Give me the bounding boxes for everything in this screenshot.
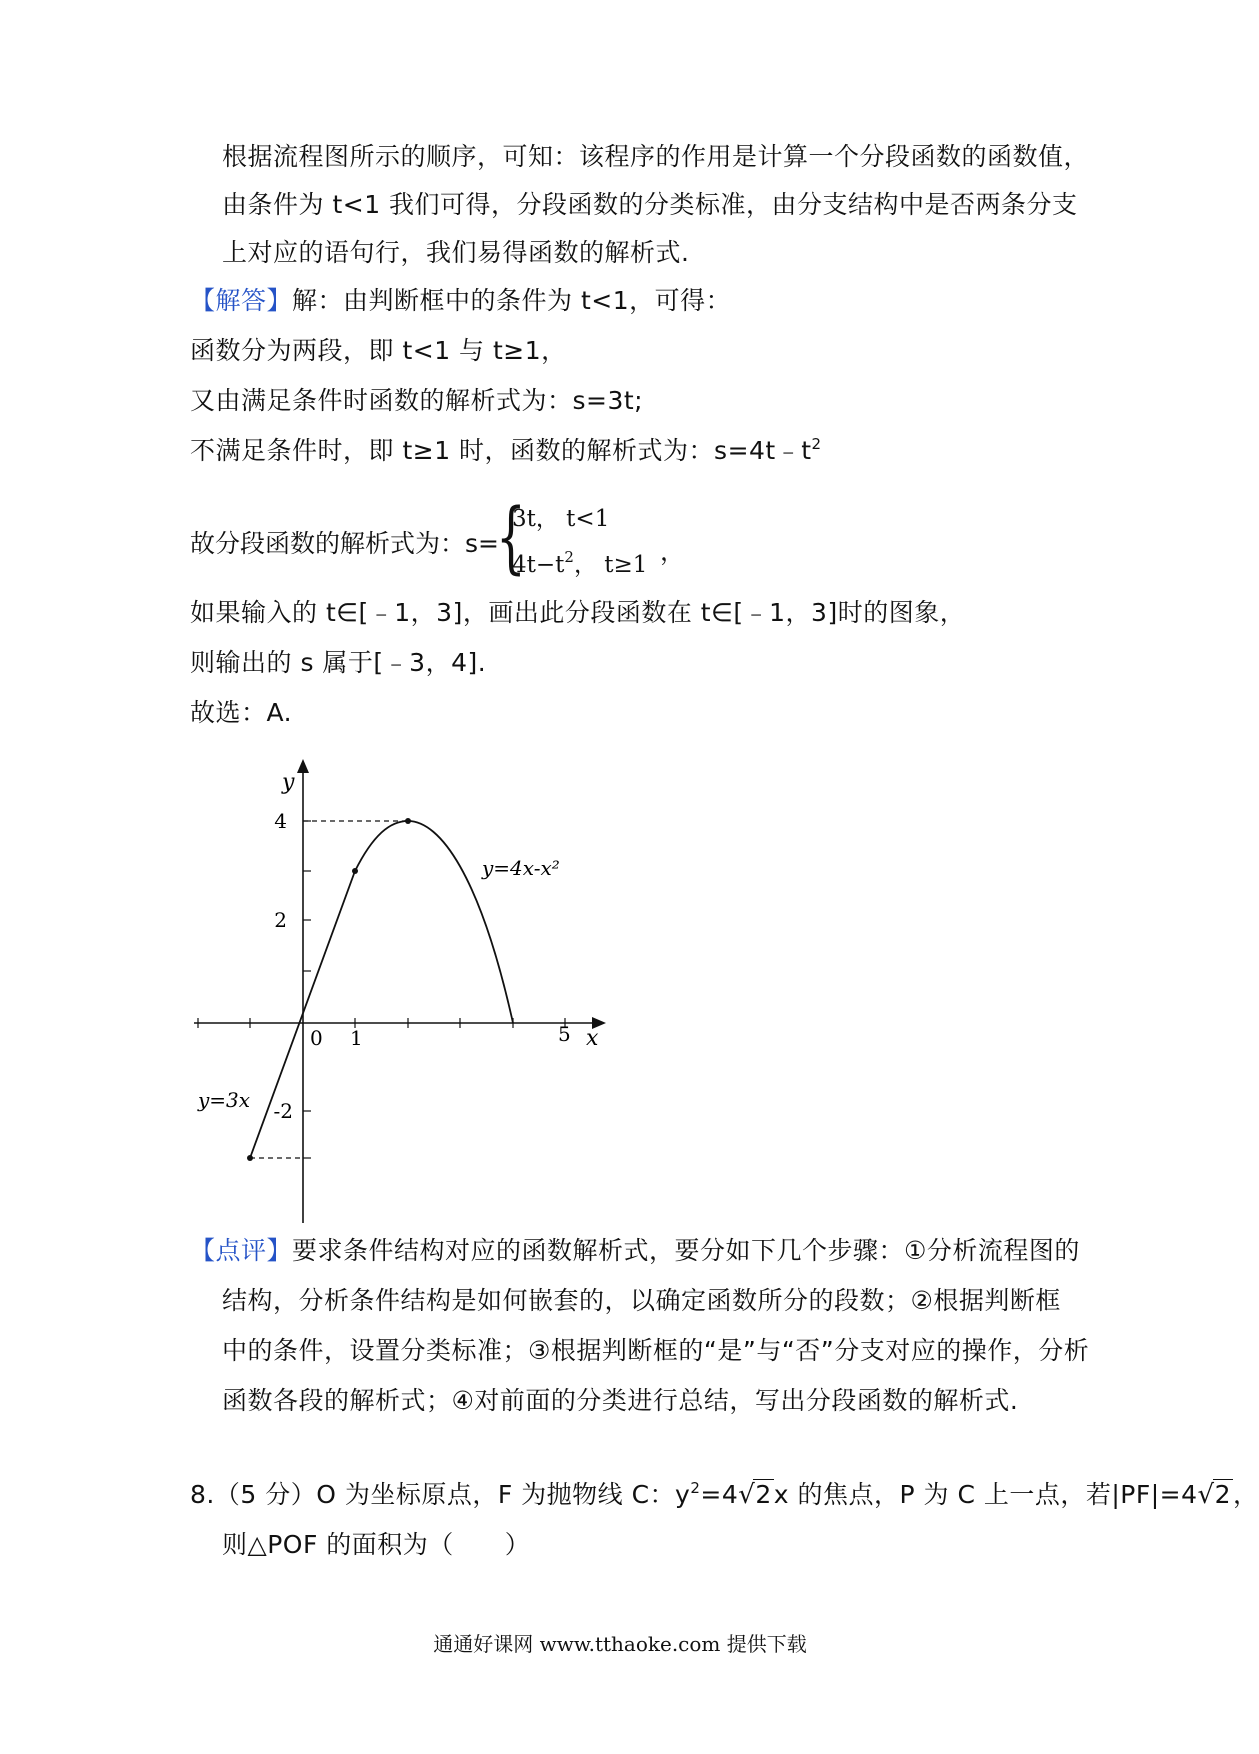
left-brace: {	[496, 493, 526, 583]
solution-line-8: 故选：A.	[190, 698, 293, 727]
tick-label-y4: 4	[274, 809, 287, 833]
point-neg1-neg3	[247, 1155, 253, 1161]
point-vertex-2-4	[405, 818, 411, 824]
point-1-3	[352, 868, 358, 874]
curve-label-parabola: y=4x-x²	[482, 856, 560, 880]
tick-label-x0: 0	[310, 1026, 323, 1050]
tick-label-y2: 2	[274, 908, 287, 932]
question-8-sup: 2	[690, 1479, 701, 1497]
question-8-line-2: 则△POF 的面积为（ ）	[222, 1530, 531, 1559]
sqrt-2-b: √2	[1197, 1480, 1232, 1510]
piecewise-case-1: 3t， t<1	[512, 506, 610, 532]
piecewise-comma: ，	[660, 537, 686, 566]
y-axis-arrow	[297, 759, 309, 773]
solution-line-3: 又由满足条件时函数的解析式为：s=3t;	[190, 386, 644, 415]
analysis-line-3: 上对应的语句行，我们易得函数的解析式.	[222, 238, 690, 267]
question-8-text-a: 8.（5 分）O 为坐标原点，F 为抛物线 C：y	[190, 1480, 691, 1509]
tick-label-x5: 5	[558, 1022, 571, 1046]
piecewise-lead: 故分段函数的解析式为：s=	[190, 529, 499, 558]
case-2-superscript: 2	[564, 548, 574, 566]
case-2-expression: 4t−t	[512, 552, 565, 578]
analysis-line-2: 由条件为 t<1 我们可得，分段函数的分类标准，由分支结构中是否两条分支	[222, 190, 1078, 219]
tick-label-yneg2: -2	[273, 1099, 293, 1123]
comment-line-2: 结构，分析条件结构是如何嵌套的，以确定函数所分的段数；②根据判断框	[222, 1286, 1061, 1315]
solution-line-1	[190, 284, 731, 318]
solution-line-2: 函数分为两段，即 t<1 与 t≥1，	[190, 336, 567, 365]
solution-line-4-text: 不满足条件时，即 t≥1 时，函数的解析式为：s=4t﹣t	[190, 436, 812, 465]
comment-line-4: 函数各段的解析式；④对前面的分类进行总结，写出分段函数的解析式.	[222, 1386, 1019, 1415]
function-graph	[190, 735, 620, 1225]
tick-label-x1: 1	[350, 1026, 363, 1050]
comment-line-3: 中的条件，设置分类标准；③根据判断框的“是”与“否”分支对应的操作，分析	[222, 1336, 1090, 1365]
page-footer: 通通好课网 www.tthaoke.com 提供下载	[433, 1632, 807, 1656]
y-axis-label: y	[282, 770, 295, 795]
comment-tag: 【点评】	[190, 1236, 293, 1265]
solution-line-6: 如果输入的 t∈[﹣1，3]，画出此分段函数在 t∈[﹣1，3]时的图象，	[190, 598, 966, 627]
case-2-condition: ， t≥1	[573, 552, 648, 578]
superscript-2: 2	[811, 435, 822, 453]
analysis-line-1: 根据流程图所示的顺序，可知：该程序的作用是计算一个分段函数的函数值，	[222, 142, 1090, 171]
solution-line-4	[190, 434, 822, 468]
piecewise-case-2	[512, 546, 647, 579]
question-8-text-d: ，	[1233, 1480, 1259, 1509]
question-8-text-b: =4	[700, 1480, 739, 1509]
x-axis-label: x	[586, 1026, 599, 1051]
solution-tag: 【解答】	[190, 286, 293, 315]
comment-line-1	[190, 1234, 1080, 1268]
parabola-segment	[355, 821, 513, 1023]
question-8-text-c: x 的焦点，P 为 C 上一点，若|PF|=4	[773, 1480, 1198, 1509]
comment-line-1-text: 要求条件结构对应的函数解析式，要分如下几个步骤：①分析流程图的	[292, 1236, 1080, 1265]
solution-line-1-text: 解：由判断框中的条件为 t<1，可得：	[292, 286, 732, 315]
question-8-line-1	[190, 1478, 1259, 1512]
sqrt-2-a: √2	[738, 1480, 772, 1510]
solution-line-7: 则输出的 s 属于[﹣3，4].	[190, 648, 487, 677]
curve-label-line: y=3x	[198, 1088, 251, 1112]
